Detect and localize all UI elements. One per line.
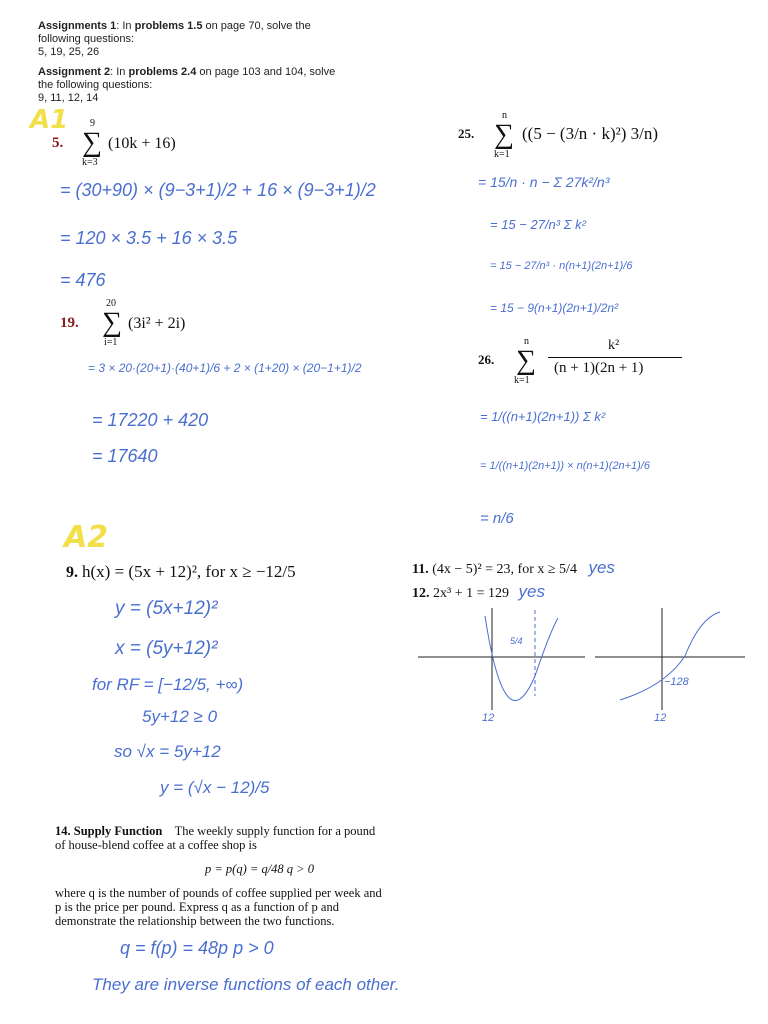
a2-line2: the following questions: — [38, 79, 153, 91]
a2-bold: problems 2.4 — [128, 66, 197, 78]
expression: h(x) = (5x + 12)², for x ≥ −12/5 — [82, 562, 296, 581]
problem-number: 25. — [458, 126, 475, 141]
hw-p9-line5: so √x = 5y+12 — [114, 742, 221, 761]
sum-upper: n — [524, 336, 529, 347]
graph2-label: 12 — [654, 712, 667, 724]
hand-graphs — [410, 606, 750, 730]
graph1-label: 12 — [482, 712, 495, 724]
assignment-1-text — [38, 20, 311, 59]
fraction-denominator: (n + 1)(2n + 1) — [554, 360, 644, 376]
a2-list: 9, 11, 12, 14 — [38, 92, 99, 104]
problem-number: 12. — [412, 586, 430, 601]
problem-number: 9. — [66, 564, 78, 581]
highlight-a1: A1 — [30, 105, 69, 135]
hw-p25-line2: = 15 − 27/n³ Σ k² — [490, 217, 586, 232]
hw-p12-answer: yes — [518, 582, 545, 601]
assignment-2-text — [38, 66, 335, 105]
a1-mid: : In — [116, 20, 135, 32]
hw-p14-line1: q = f(p) = 48p p > 0 — [120, 938, 274, 958]
problem-12 — [412, 582, 545, 604]
a1-rest: on page 70, solve the — [202, 20, 311, 32]
graph2-mark: −128 — [664, 676, 689, 688]
problem-number: 11. — [412, 562, 429, 577]
a1-list: 5, 19, 25, 26 — [38, 46, 100, 58]
hw-p25-line1: = 15/n · n − Σ 27k²/n³ — [478, 174, 610, 190]
expression: 2x³ + 1 = 129 — [433, 586, 509, 601]
p14-line4: p is the price per pound. Express q as a function of p and — [55, 900, 339, 914]
fraction-numerator: k² — [608, 338, 620, 353]
hw-p26-line3: = n/6 — [480, 510, 514, 527]
graph-1 — [418, 608, 585, 710]
sum-lower: k=1 — [514, 375, 530, 386]
hw-p19-line3: = 17640 — [92, 446, 158, 466]
hw-p26-line2: = 1/((n+1)(2n+1)) × n(n+1)(2n+1)/6 — [480, 460, 650, 472]
fraction-bar — [548, 357, 682, 358]
graph1-mark: 5/4 — [510, 636, 523, 646]
problem-9 — [66, 562, 296, 583]
hw-p14-line2: They are inverse functions of each other. — [92, 975, 400, 994]
sum-lower: k=1 — [494, 149, 510, 160]
sum-lower: i=1 — [104, 337, 118, 348]
hw-p9-line1: y = (5x+12)² — [115, 598, 218, 619]
problem-14 — [55, 824, 382, 928]
a1-line2: following questions: — [38, 33, 135, 45]
hw-p5-line3: = 476 — [60, 270, 106, 290]
problem-number: 19. — [60, 315, 79, 331]
problem-number: 26. — [478, 352, 495, 367]
hw-p5-line1: = (30+90) × (9−3+1)/2 + 16 × (9−3+1)/2 — [60, 180, 376, 200]
hw-p9-line3: for RF = [−12/5, +∞) — [92, 675, 244, 694]
sum-upper: n — [502, 110, 507, 121]
hw-p25-line4: = 15 − 9(n+1)(2n+1)/2n² — [490, 301, 619, 315]
p14-line1: The weekly supply function for a pound — [174, 824, 376, 838]
sum-upper: 20 — [106, 298, 116, 309]
hw-p11-answer: yes — [588, 558, 615, 577]
a1-bold: problems 1.5 — [134, 20, 203, 32]
hw-p25-line3: = 15 − 27/n³ · n(n+1)(2n+1)/6 — [490, 260, 633, 272]
hw-p19-line1: = 3 × 20·(20+1)·(40+1)/6 + 2 × (1+20) × (20−1+1)/2 — [88, 361, 362, 375]
expression: (10k + 16) — [108, 135, 176, 152]
problem-number: 5. — [52, 135, 64, 151]
expression: (3i² + 2i) — [128, 315, 186, 332]
a2-title: Assignment 2 — [38, 66, 111, 78]
sigma-symbol: ∑ — [494, 119, 514, 150]
sigma-symbol: ∑ — [516, 345, 536, 376]
a2-mid: : In — [110, 66, 129, 78]
problem-title: Supply Function — [73, 824, 163, 838]
a1-title: Assignments 1 — [38, 20, 117, 32]
expression: (4x − 5)² = 23, for x ≥ 5/4 — [432, 562, 577, 577]
hw-p19-line2: = 17220 + 420 — [92, 410, 209, 430]
p14-formula: p = p(q) = q/48 q > 0 — [205, 862, 314, 876]
hw-p5-line2: = 120 × 3.5 + 16 × 3.5 — [60, 228, 238, 248]
highlight-a2: A2 — [64, 520, 109, 555]
hw-p9-line4: 5y+12 ≥ 0 — [142, 707, 218, 726]
hw-p9-line2: x = (5y+12)² — [115, 638, 218, 659]
p14-line3: where q is the number of pounds of coffee supplied per week and — [55, 886, 382, 900]
graph1-curve — [485, 616, 558, 701]
sum-upper: 9 — [90, 118, 95, 129]
sigma-symbol: ∑ — [82, 127, 102, 158]
graph-2 — [595, 608, 745, 710]
expression: ((5 − (3/n · k)²) 3/n) — [522, 124, 659, 143]
a2-rest: on page 103 and 104, solve — [196, 66, 336, 78]
p14-line2: of house-blend coffee at a coffee shop is — [55, 838, 257, 852]
problem-11 — [412, 558, 615, 580]
sum-lower: k=3 — [82, 157, 98, 168]
hw-p26-line1: = 1/((n+1)(2n+1)) Σ k² — [480, 409, 606, 424]
problem-number: 14. — [55, 824, 71, 838]
hw-p9-line6: y = (√x − 12)/5 — [160, 778, 270, 797]
p14-line5: demonstrate the relationship between the two functions. — [55, 914, 335, 928]
sigma-symbol: ∑ — [102, 307, 122, 338]
